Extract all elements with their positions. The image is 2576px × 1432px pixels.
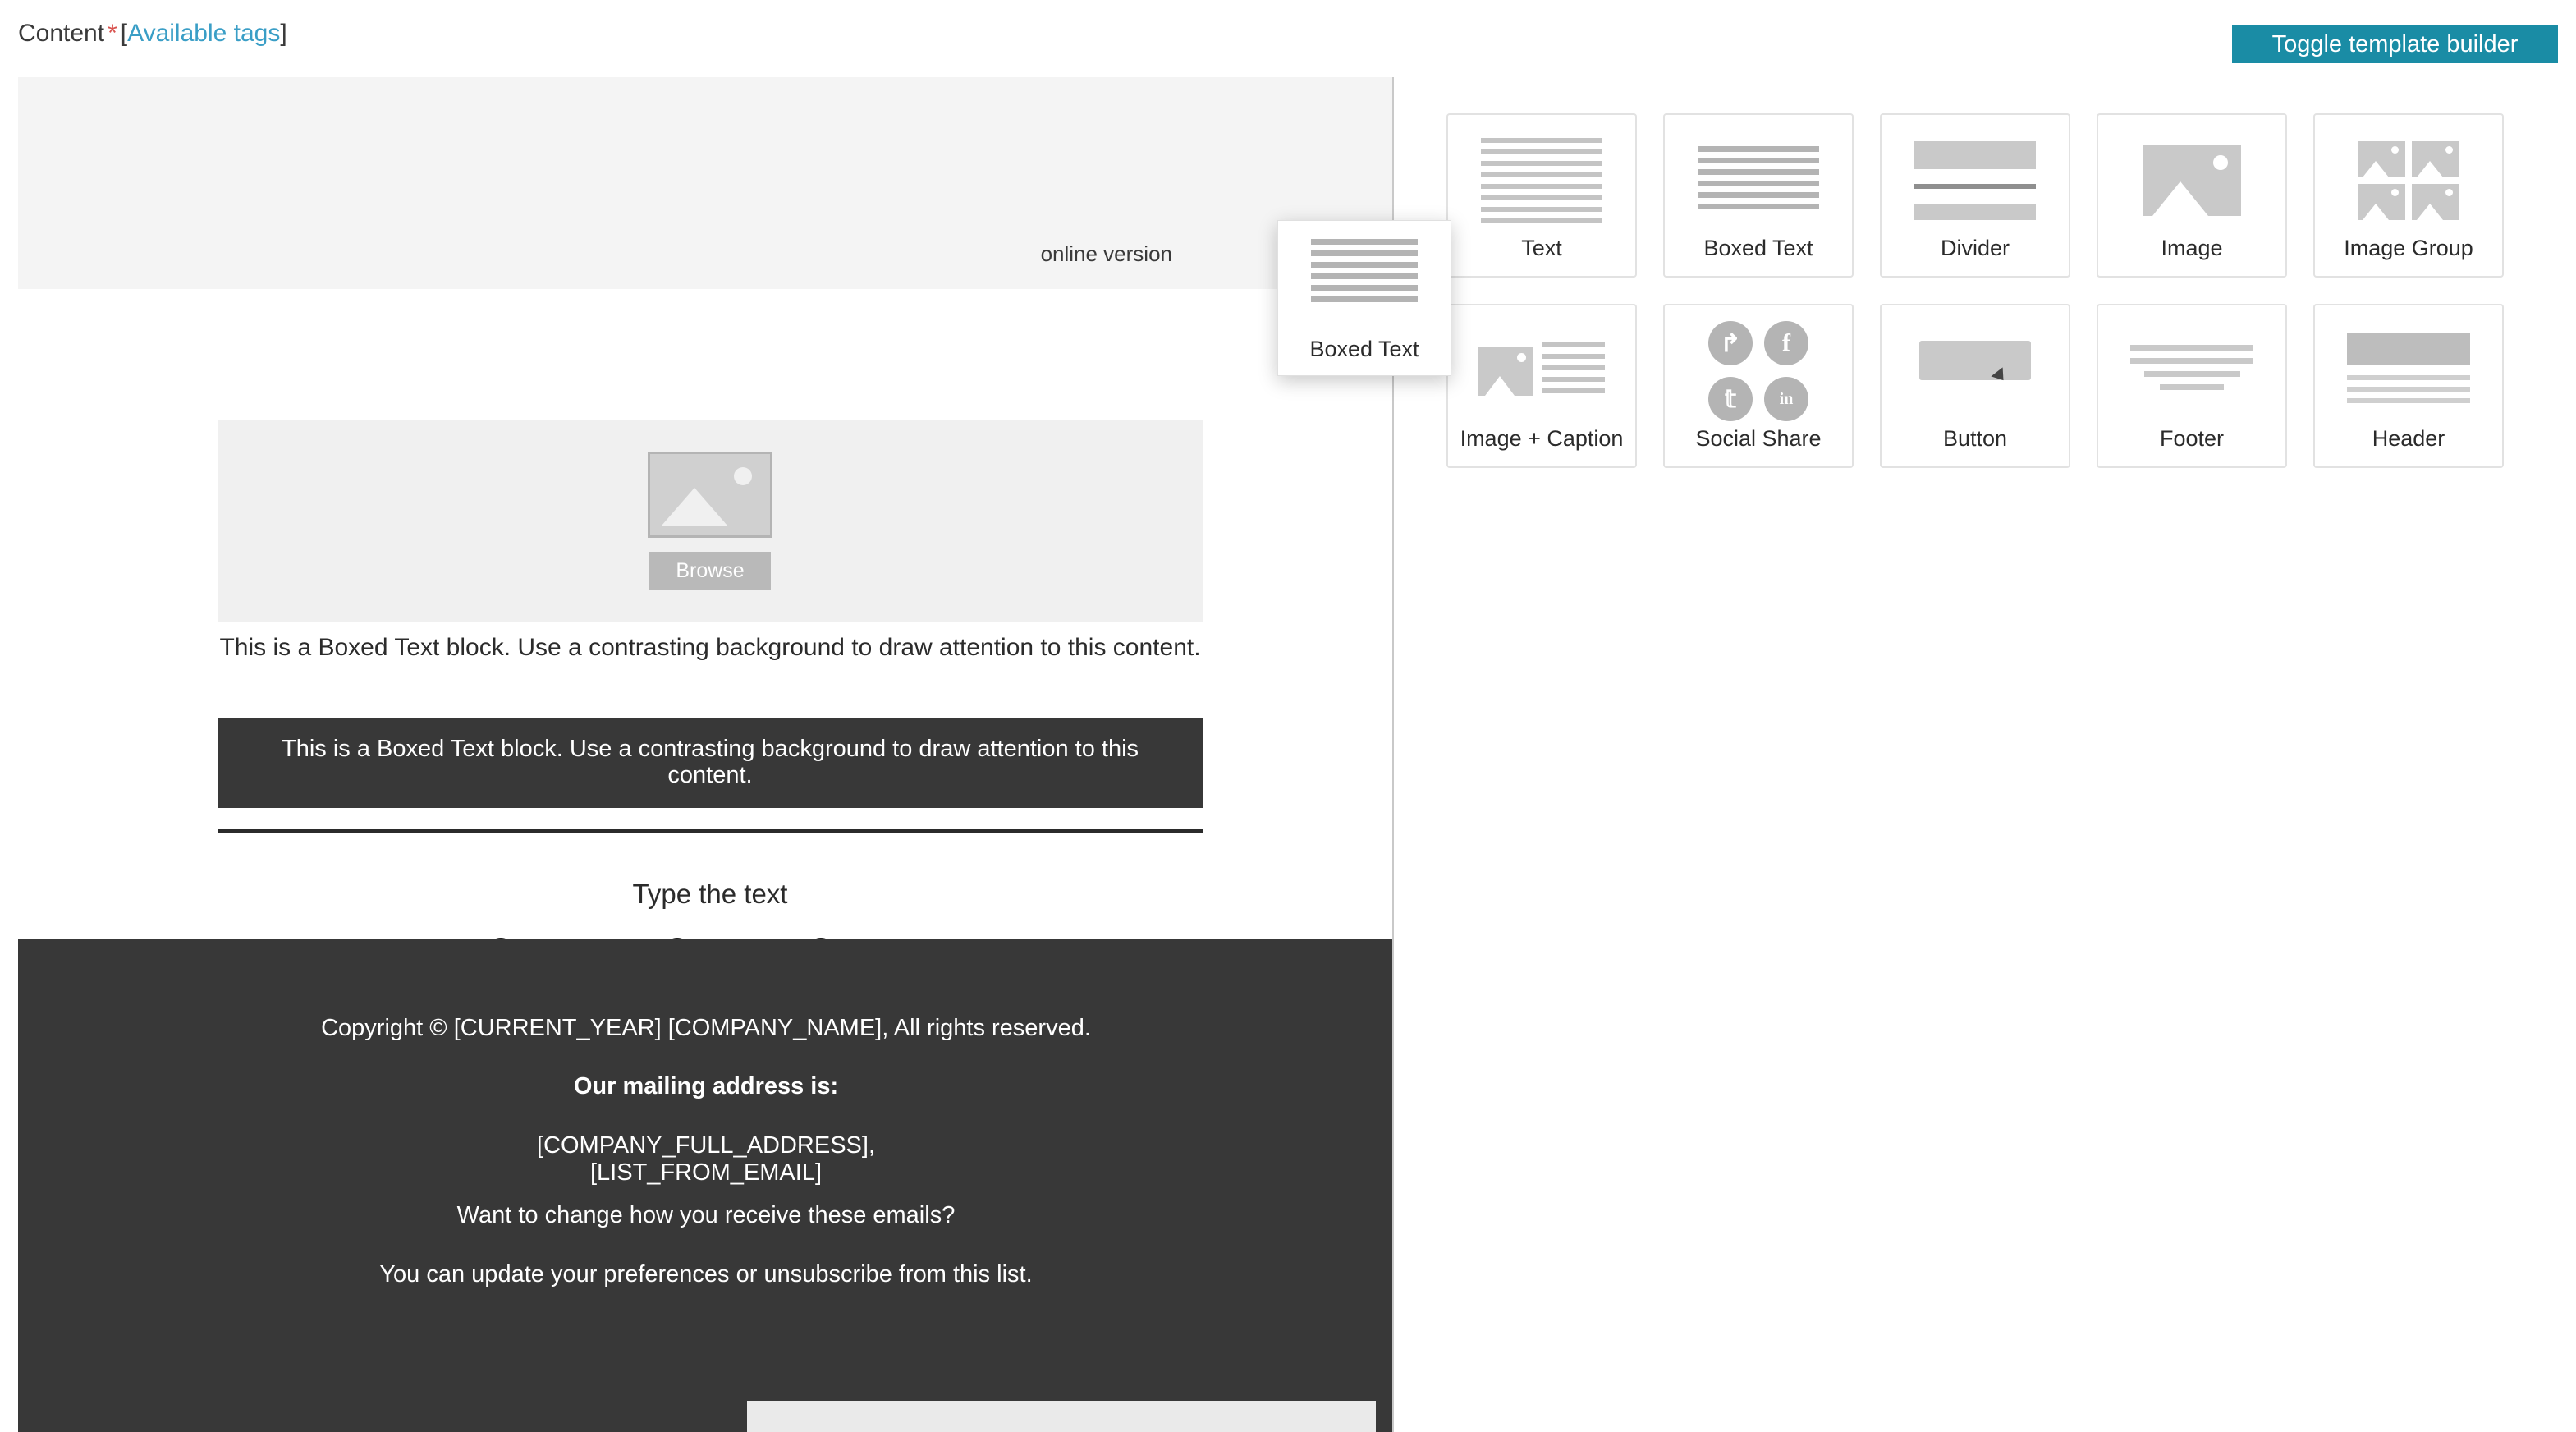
preview-body	[18, 289, 1394, 1028]
footer-block-icon	[2126, 327, 2257, 415]
block-tile-image-group[interactable]	[2313, 113, 2504, 278]
footer-preferences-question: Want to change how you receive these emails?	[456, 1202, 956, 1228]
image-block-icon	[2126, 136, 2257, 225]
block-tile-boxed-text[interactable]	[1663, 113, 1854, 278]
block-tile-social-share[interactable]	[1663, 304, 1854, 468]
footer-address-line1: [COMPANY_FULL_ADDRESS],	[536, 1132, 876, 1159]
block-tile-label: Text	[1521, 236, 1562, 260]
block-tile-label: Social Share	[1695, 426, 1822, 451]
image-placeholder-icon	[648, 452, 772, 538]
browse-button[interactable]: Browse	[649, 552, 771, 590]
block-tile-button[interactable]	[1880, 304, 2070, 468]
image-upload-block[interactable]	[218, 420, 1203, 622]
preview-boxed-text-block[interactable]: This is a Boxed Text block. Use a contrasting background to draw attention to this content.	[218, 718, 1203, 808]
block-tile-label: Image + Caption	[1460, 426, 1624, 451]
footer-address-line2: [LIST_FROM_EMAIL]	[589, 1159, 822, 1186]
block-tile-image[interactable]	[2097, 113, 2287, 278]
template-builder-palette	[1396, 77, 2576, 1432]
preview-type-text-block[interactable]: Type the text	[632, 879, 788, 909]
block-tile-label: Header	[2372, 426, 2445, 451]
required-marker: *	[108, 20, 117, 47]
top-bar	[0, 0, 2576, 77]
text-block-icon	[1476, 136, 1607, 225]
preview-paragraph-text[interactable]: This is a Boxed Text block. Use a contrasting background to draw attention to this content.	[219, 634, 1201, 661]
preview-bottom-gray-bar	[747, 1401, 1376, 1432]
footer-mailing-heading: Our mailing address is:	[573, 1073, 839, 1099]
content-field-label	[18, 20, 287, 48]
bracket-open: [	[120, 20, 128, 47]
preview-footer-block[interactable]	[18, 939, 1394, 1432]
share-icon: ↱	[1708, 321, 1753, 365]
boxed-text-block-icon	[1311, 239, 1418, 308]
block-tile-label: Button	[1942, 426, 2008, 451]
facebook-icon: f	[1764, 321, 1808, 365]
online-version-link[interactable]: online version	[1040, 241, 1172, 266]
footer-preferences-text[interactable]: You can update your preferences or unsubscribe from this list.	[379, 1261, 1033, 1287]
block-tile-footer[interactable]	[2097, 304, 2287, 468]
block-tile-label: Boxed Text	[1703, 236, 1813, 260]
block-tile-label: Image Group	[2344, 236, 2473, 260]
bracket-close: ]	[280, 20, 287, 47]
header-block-icon	[2343, 327, 2474, 415]
linkedin-icon: in	[1764, 377, 1808, 421]
block-tile-label: Divider	[1940, 236, 2010, 260]
block-tile-text[interactable]	[1446, 113, 1637, 278]
boxed-text-block-icon	[1693, 136, 1824, 225]
twitter-icon: 𝕥	[1708, 377, 1753, 421]
block-tile-divider[interactable]	[1880, 113, 2070, 278]
footer-copyright: Copyright © [CURRENT_YEAR] [COMPANY_NAME], All rights reserved.	[321, 1015, 1091, 1041]
footer-address	[18, 1132, 1394, 1187]
content-label-text: Content	[18, 20, 105, 47]
image-group-block-icon	[2343, 136, 2474, 225]
block-tiles-grid	[1446, 113, 2530, 468]
block-tile-label: Image	[2161, 236, 2223, 260]
block-tile-label: Footer	[2159, 426, 2225, 451]
drag-ghost-label: Boxed Text	[1309, 337, 1419, 361]
preview-divider-block[interactable]	[218, 829, 1203, 833]
drag-ghost-boxed-text[interactable]	[1277, 220, 1451, 376]
social-share-block-icon	[1693, 327, 1824, 415]
available-tags-link[interactable]: Available tags	[127, 20, 281, 47]
block-tile-header[interactable]	[2313, 304, 2504, 468]
image-caption-block-icon	[1476, 327, 1607, 415]
preview-header-block[interactable]	[18, 77, 1394, 289]
divider-block-icon	[1909, 136, 2041, 225]
toggle-template-builder-button[interactable]: Toggle template builder	[2232, 25, 2558, 63]
block-tile-image-caption[interactable]	[1446, 304, 1637, 468]
button-block-icon	[1909, 327, 2041, 415]
email-preview-pane[interactable]	[18, 77, 1394, 1432]
